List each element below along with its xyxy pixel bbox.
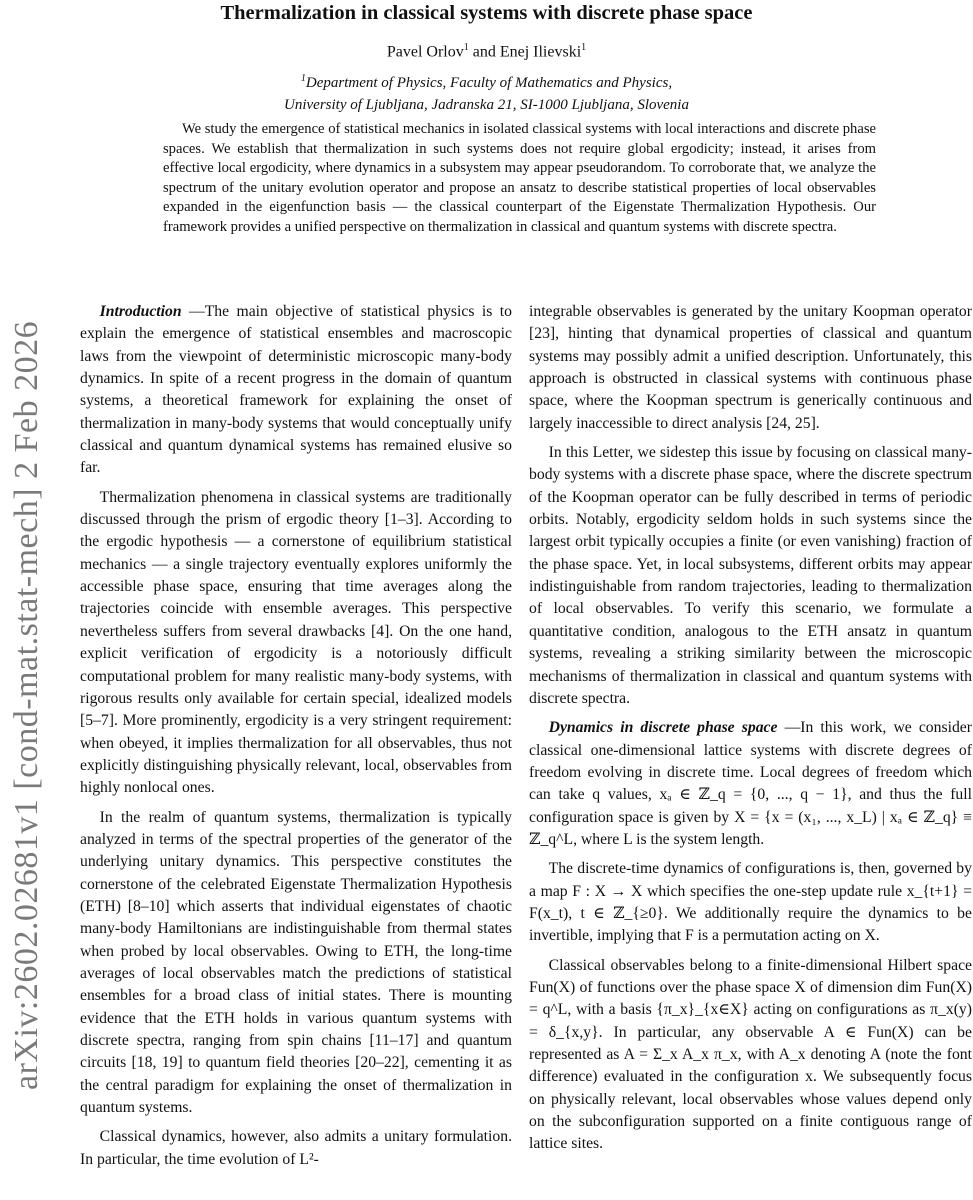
paragraph xyxy=(529,717,972,851)
section-heading: Introduction xyxy=(99,303,182,320)
author-list xyxy=(0,42,973,61)
paragraph: In this Letter, we sidestep this issue by focusing on classical many-body systems with a discrete phase space, where the discrete spectrum of the Koopman operator can be fully described in terms of periodic orbits. Notably, ergodicity seldom holds in such systems since the largest orbit typically occupies a finite (or even vanishing) fraction of the phase space. Yet, in local subsystems, different orbits may appear indistinguishable from random trajectories, leading to thermalization of local observables. To verify this scenario, we formulate a quantitative condition, analogous to the ETH ansatz in quantum systems, revealing a striking similarity between the microscopic mechanisms of thermalization in classical and quantum systems with discrete spectra. xyxy=(529,444,972,707)
abstract: We study the emergence of statistical mechanics in isolated classical systems with local interactions and discrete phase spaces. We establish that thermalization in such systems does not require global ergodicity; instead, it arises from effective local ergodicity, where dynamics in a subsystem may appear pseudorandom. To corroborate that, we analyze the spectrum of the unitary evolution operator and propose an ansatz to describe statistical properties of local observables expanded in the eigenfunction basis — the classical counterpart of the Eigenstate Thermalization Hypothesis. Our framework provides a unified perspective on thermalization in classical and quantum systems with discrete spectra. xyxy=(163,121,876,235)
section-heading: Dynamics in discrete phase space xyxy=(548,719,778,737)
affiliation-mark: 1 xyxy=(300,73,306,84)
paragraph-text: —The main objective of statistical physics is to explain the emergence of statistical ensembles and macroscopic laws from the viewpoint of deterministic microscopic many-body dynamics. In spite of a recent progress in the domain of quantum systems, a theoretical framework for explaining the onset of thermalization in many-body systems that would conceptually unify classical and quantum dynamical systems has remained elusive so far. xyxy=(80,303,512,477)
right-column xyxy=(529,301,972,1163)
arxiv-identifier-stamp: arXiv:2602.02681v1 [cond-mat.stat-mech] 2 Feb 2026 xyxy=(8,320,45,1090)
affiliation-mark: 1 xyxy=(463,42,469,53)
paragraph: The discrete-time dynamics of configurations is, then, governed by a map F : X → X which specifies the one-step update rule x_{t+1} = F(x_t), t ∈ ℤ_{≥0}. We additionally require the dynamics to be invertible, implying that F is a permutation acting on X. xyxy=(529,860,972,945)
author-name: Enej Ilievski xyxy=(499,43,582,61)
paper-title: Thermalization in classical systems with discrete phase space xyxy=(220,2,753,24)
author-conjunction: and xyxy=(472,43,496,61)
paragraph: Classical dynamics, however, also admits a unitary formulation. In particular, the time evolution of L²- xyxy=(80,1128,512,1168)
author-name: Pavel Orlov xyxy=(386,43,464,61)
paragraph: In the realm of quantum systems, thermalization is typically analyzed in terms of the spectral properties of the generator of the underlying unitary dynamics. This perspective constitutes the cornerstone of the celebrated Eigenstate Thermalization Hypothesis (ETH) [8–10] which asserts that individual eigenstates of chaotic many-body Hamiltonians are indistinguishable from thermal states when probed by local observables. Owing to ETH, the long-time averages of local observables match the predictions of statistical ensembles for a broad class of initial states. There is mounting evidence that the ETH holds in various quantum systems with discrete spectra, ranging from spin chains [11–17] and quantum circuits [18, 19] to quantum field theories [20–22], cementing it as the central paradigm for explaining the onset of thermalization in quantum systems. xyxy=(80,808,512,1117)
affiliation-line: Department of Physics, Faculty of Mathematics and Physics, xyxy=(305,75,673,91)
paragraph: Classical observables belong to a finite-dimensional Hilbert space Fun(X) of functions over the phase space X of dimension dim Fun(X) = q^L, with a basis {π_x}_{x∈X} acting on configurations as π_x(y) = δ_{x,y}. In particular, any observable A ∈ Fun(X) can be represented as A = Σ_x A_x π_x, with A_x denoting A (note the font difference) evaluated in the configuration x. We subsequently focus on physically relevant, local observables whose values depend only on the subconfiguration supported on a finite contiguous range of lattice sites. xyxy=(529,956,972,1153)
affiliation-line: University of Ljubljana, Jadranska 21, SI-1000 Ljubljana, Slovenia xyxy=(284,97,689,113)
paragraph: integrable observables is generated by the unitary Koopman operator [23], hinting that dynamical properties of classical and quantum systems may possibly admit a unified description. Unfortunately, this approach is obstructed in classical systems with continuous phase space, where the Koopman spectrum is generically continuous and largely inaccessible to direct analysis [24, 25]. xyxy=(529,303,972,432)
affiliation-mark: 1 xyxy=(581,42,587,53)
affiliation xyxy=(0,68,973,116)
paragraph xyxy=(80,301,512,480)
paragraph-text: —In this work, we consider classical one-dimensional lattice systems with discrete degrees of freedom evolving in discrete time. Local degrees of freedom which can take q values, xₐ ∈ ℤ_q = {0, ..., q − 1}, and thus the full configuration space is given by X = {x = (x₁, ..., x_L) | xₐ ∈ ℤ_q} ≡ ℤ_q^L, where L is the system length. xyxy=(529,719,972,848)
paragraph: Thermalization phenomena in classical systems are traditionally discussed through the prism of ergodic theory [1–3]. According to the ergodic hypothesis — a cornerstone of equilibrium statistical mechanics — a single trajectory eventually explores uniformly the accessible phase space, ensuring that time averages along the trajectories coincide with ensemble averages. This perspective nevertheless suffers from several drawbacks [4]. On the one hand, explicit verification of ergodicity is a notoriously difficult computational problem for many realistic many-body systems, with rigorous results only available for certain special, idealized models [5–7]. More prominently, ergodicity is a very stringent requirement: when obeyed, it implies thermalization for all observables, thus not explicitly distinguishing physically relevant, local, observables from highly nonlocal ones. xyxy=(80,488,512,797)
left-column xyxy=(80,301,512,1178)
